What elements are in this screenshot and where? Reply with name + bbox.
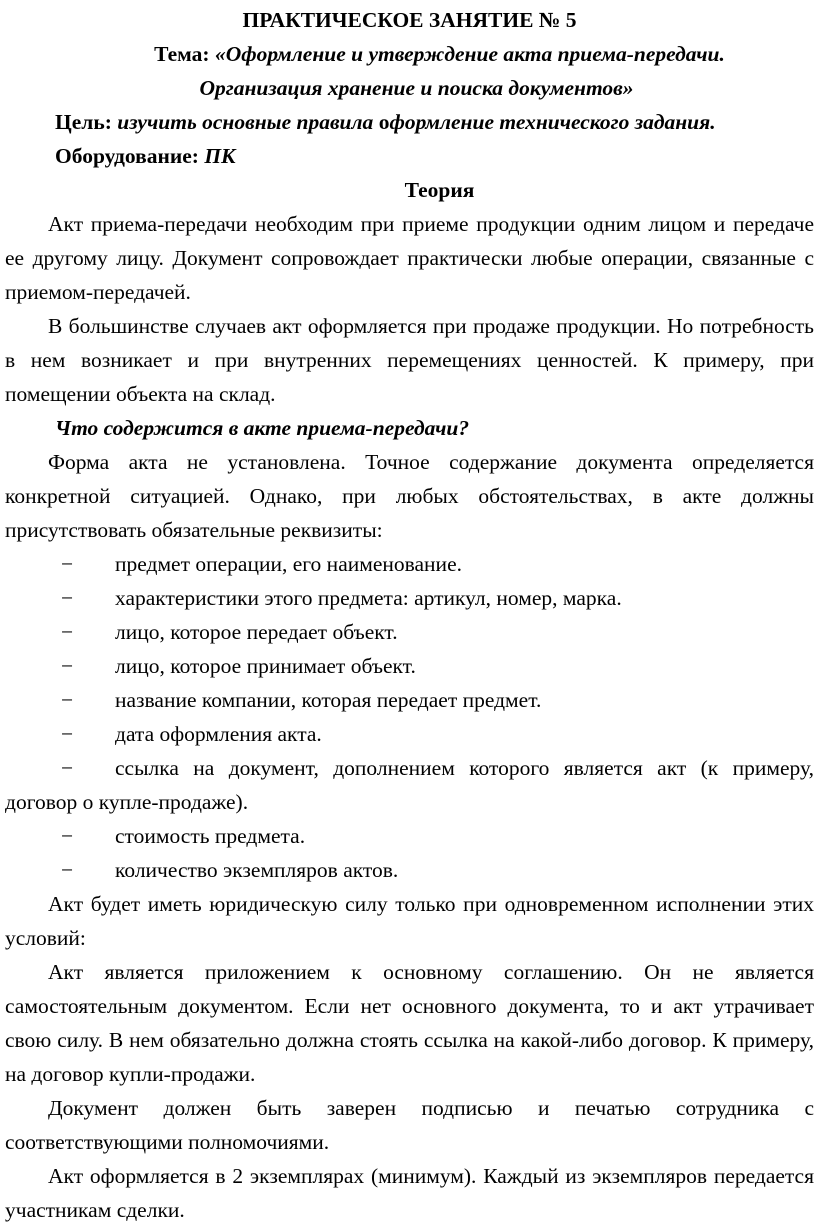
goal-text-b: формление технического задания. xyxy=(389,110,716,134)
topic-text-1: «Оформление и утверждение акта приема-передачи. xyxy=(214,42,725,66)
equipment-text: ПК xyxy=(204,144,236,168)
list-marker: − xyxy=(61,858,74,882)
topic-block xyxy=(5,37,814,105)
list-item-text: характеристики этого предмета: артикул, номер, марка. xyxy=(115,586,622,610)
list-item-text: дата оформления акта. xyxy=(115,722,322,746)
list-item xyxy=(5,547,814,581)
requisites-list xyxy=(5,547,814,887)
question-heading: Что содержится в акте приема-передачи? xyxy=(55,416,470,440)
page-title xyxy=(5,3,814,37)
list-item xyxy=(5,615,814,649)
heading-text: ПРАКТИЧЕСКОЕ ЗАНЯТИЕ № 5 xyxy=(242,8,577,32)
equipment-label: Оборудование: xyxy=(55,144,199,168)
list-item-text: название компании, которая передает предмет. xyxy=(115,688,542,712)
list-item-text: количество экземпляров актов. xyxy=(115,858,399,882)
list-item xyxy=(5,853,814,887)
goal-line xyxy=(5,105,814,139)
list-item xyxy=(5,819,814,853)
document-body xyxy=(5,3,814,1227)
list-marker: − xyxy=(61,756,74,780)
list-item-text: лицо, которое передает объект. xyxy=(115,620,398,644)
list-marker: − xyxy=(61,824,74,848)
paragraph-7: Акт оформляется в 2 экземплярах (минимум). Каждый из экземпляров передается участникам сделки. xyxy=(5,1164,814,1222)
list-item xyxy=(5,649,814,683)
list-marker: − xyxy=(61,586,74,610)
paragraph-3: Форма акта не установлена. Точное содержание документа определяется конкретной ситуацией. Однако, при любых обстоятельствах, в акте должны присутствовать обязательные реквизиты: xyxy=(5,450,814,542)
topic-line-2 xyxy=(5,71,814,105)
theory-heading xyxy=(5,173,814,207)
list-item xyxy=(5,751,814,819)
list-marker: − xyxy=(61,688,74,712)
paragraph-1: Акт приема-передачи необходим при приеме продукции одним лицом и передаче ее другому лицу. Документ сопровождает практически любые операции, связанные с приемом-передачей. xyxy=(5,212,814,304)
paragraph-5: Акт является приложением к основному соглашению. Он не является самостоятельным документом. Если нет основного документа, то и акт утрачивает свою силу. В нем обязательно должна стоять ссылка на какой-либо договор. К примеру, на договор купли-продажи. xyxy=(5,960,814,1086)
list-item-text: ссылка на документ, дополнением которого является акт (к примеру, договор о купле-продаже). xyxy=(5,756,814,814)
goal-text-a: изучить основные правила xyxy=(117,110,379,134)
list-marker: − xyxy=(61,722,74,746)
list-item xyxy=(5,581,814,615)
list-item-text: лицо, которое принимает объект. xyxy=(115,654,416,678)
list-marker: − xyxy=(61,620,74,644)
paragraph-4: Акт будет иметь юридическую силу только при одновременном исполнении этих условий: xyxy=(5,892,814,950)
goal-label: Цель: xyxy=(55,110,112,134)
topic-line-1 xyxy=(5,37,814,71)
equipment-line xyxy=(5,139,814,173)
topic-text-2: Организация хранение и поиска документов» xyxy=(199,76,634,100)
goal-text-o: о xyxy=(378,110,390,134)
paragraph-6: Документ должен быть заверен подписью и печатью сотрудника с соответствующими полномочиями. xyxy=(5,1096,814,1154)
list-item xyxy=(5,683,814,717)
list-marker: − xyxy=(61,552,74,576)
theory-heading-text: Теория xyxy=(404,178,475,202)
topic-label: Тема: xyxy=(154,42,210,66)
list-item xyxy=(5,717,814,751)
paragraph-2: В большинстве случаев акт оформляется при продаже продукции. Но потребность в нем возникает и при внутренних перемещениях ценностей. К примеру, при помещении объекта на склад. xyxy=(5,314,814,406)
list-item-text: стоимость предмета. xyxy=(115,824,306,848)
list-marker: − xyxy=(61,654,74,678)
list-item-text: предмет операции, его наименование. xyxy=(115,552,462,576)
